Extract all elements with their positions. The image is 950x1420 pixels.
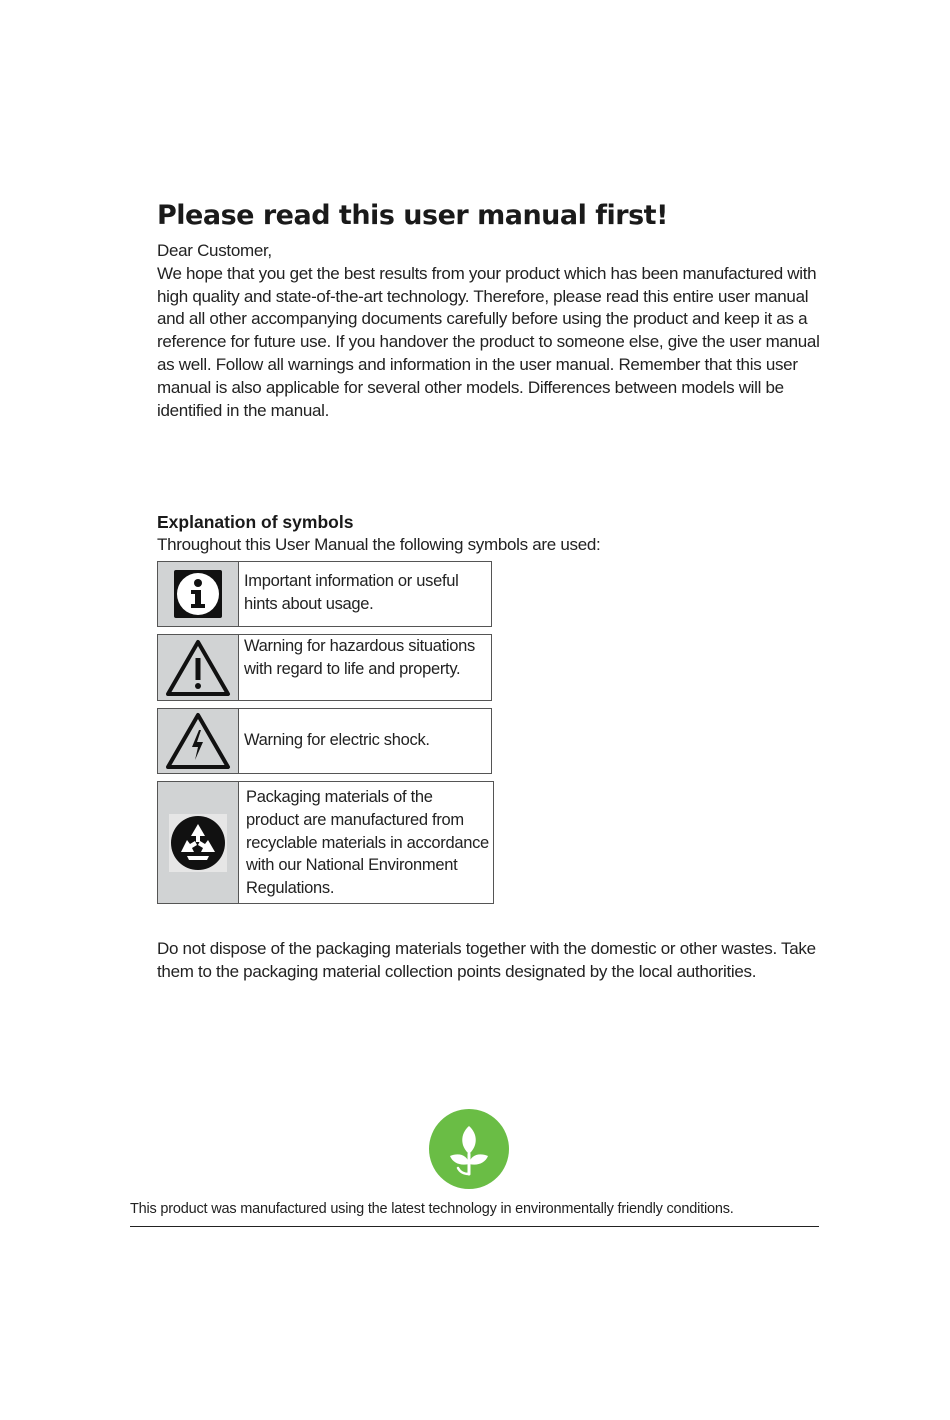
warning-icon — [158, 635, 239, 700]
recycle-icon — [158, 782, 239, 903]
symbol-text-info: Important information or useful hints about usage. — [244, 572, 459, 613]
symbol-row-warning — [157, 634, 492, 701]
page-title: Please read this user manual first! — [157, 200, 668, 231]
symbol-text-electric: Warning for electric shock. — [244, 731, 430, 749]
electric-shock-icon — [158, 709, 239, 773]
symbol-text-recycle: Packaging materials of the product are manufactured from recyclable materials in accordance with our National Environment Regulations. — [246, 788, 489, 898]
page-content — [157, 196, 822, 557]
footer-divider — [130, 1226, 819, 1227]
symbol-row-info — [157, 561, 492, 627]
greeting: Dear Customer, — [157, 241, 272, 260]
eco-footer-note: This product was manufactured using the latest technology in environmentally friendly conditions. — [130, 1201, 734, 1217]
leaf-icon — [428, 1108, 510, 1190]
symbol-row-recycle — [157, 781, 494, 904]
symbols-intro: Throughout this User Manual the following symbols are used: — [157, 535, 601, 555]
disposal-paragraph: Do not dispose of the packaging materials together with the domestic or other wastes. Take them to the packaging material collection points designated by the local authorities. — [157, 939, 816, 981]
intro-paragraph: We hope that you get the best results from your product which has been manufactured with high quality and state-of-the-art technology. Therefore, please read this entire user manual and all other accompanying documents carefully before using the product and keep it as a reference for future use. If you handover the product to someone else, give the user manual as well. Follow all warnings and information in the user manual. Remember that this user manual is also applicable for several other models. Differences between models will be identified in the manual. — [157, 263, 820, 420]
info-icon — [158, 562, 239, 626]
symbol-text-warning: Warning for hazardous situations with regard to life and property. — [244, 637, 475, 678]
symbol-row-electric — [157, 708, 492, 774]
symbols-heading: Explanation of symbols — [157, 512, 354, 533]
